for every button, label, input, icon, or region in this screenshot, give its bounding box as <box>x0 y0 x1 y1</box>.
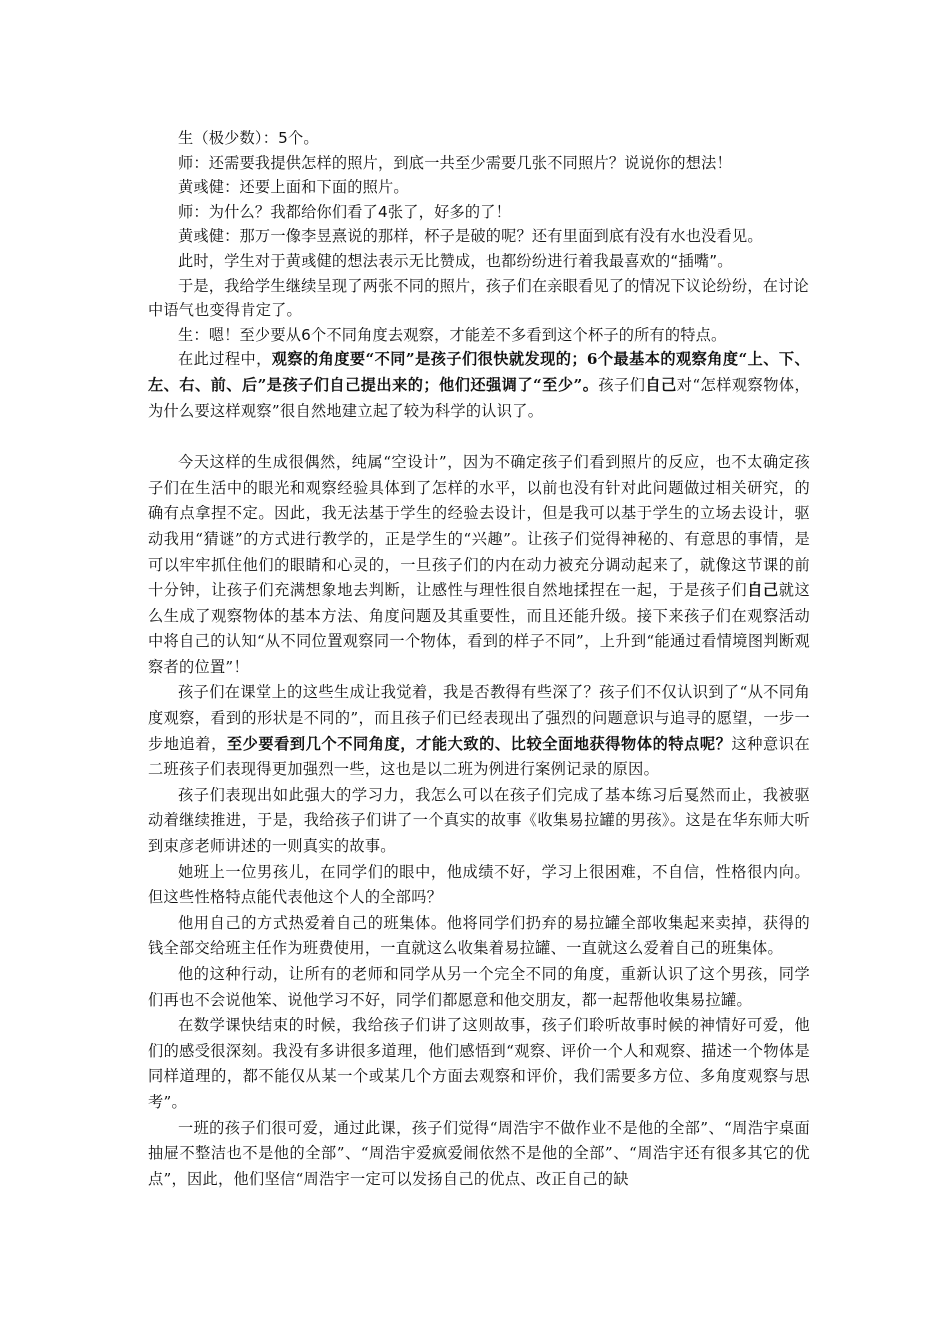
document-page <box>148 126 810 1192</box>
reflection-paragraph-1 <box>148 450 810 680</box>
reflection-paragraph-4: 她班上一位男孩儿，在同学们的眼中，他成绩不好，学习上很困难，不自信，性格很内向。但这些性格特点能代表他这个人的全部吗？ <box>148 862 810 907</box>
dialogue-line-student-six-angles: 生：嗯！至少要从6个不同角度去观察，才能差不多看到这个杯子的所有的特点。 <box>178 325 727 344</box>
reflection-1-text-c: 就这么生成了观察物体的基本方法、角度问题及其重要性，而且还能升级。接下来孩子们在观察活动中将自己的认知“从不同位置观察同一个物体，看到的样子不同”，上升到“能通过看情境图判断观察者的位置”！ <box>148 581 810 676</box>
summary-text-1: 在此过程中， <box>178 350 272 369</box>
dialogue-line-huang-answer: 黄彧健：还要上面和下面的照片。 <box>178 178 409 197</box>
reflection-paragraph-7: 在数学课快结束的时候，我给孩子们讲了这则故事，孩子们聆听故事时候的神情好可爱，他们的感受很深刻。我没有多讲很多道理，他们感悟到“观察、评价一个人和观察、描述一个物体是同样道理的，都不能仅从某一个或某几个方面去观察和评价，我们需要多方位、多角度观察与思考”。 <box>148 1016 810 1111</box>
dialogue-line-student-count: 生（极少数）：5个。 <box>178 129 319 147</box>
reflection-1-text-a: 今天这样的生成很偶然，纯属“空设计”，因为不确定孩子们看到照片的反应，也不太确定孩子们在生活中的眼光和观察经验具体到了怎样的水平，以前也没有针对此问题做过相关研究，的确有点拿捏不定。因此，我无法基于学生的经验去设计，但是我可以基于学生的立场去设计，驱动我用“猜谜”的方式进行教学的，正是学生的“兴趣”。让孩子们觉得神秘的、有意思的事情，是可以牢牢抓住他们的眼睛和心灵的，一旦孩子们的内在动力被充分调动起来了，就像这节课的前十分钟，让孩子们充满想象地去判断，让感性与理性很自然地揉捏在一起，于是孩子们 <box>148 453 810 600</box>
reflection-paragraph-2 <box>148 680 810 782</box>
reflection-2-text-a: 孩子们在课堂上的这些生成让我觉着，我是否教得有些深了？孩子们不仅认识到了“从不同角度观察，看到的形状是不同的”，而且孩子们已经表现出了强烈的问题意识与追寻的愿望，一步一步地追着， <box>148 683 810 753</box>
reflection-paragraph-5: 他用自己的方式热爱着自己的班集体。他将同学们扔弃的易拉罐全部收集起来卖掉，获得的钱全部交给班主任作为班费使用，一直就这么收集着易拉罐、一直就这么爱着自己的班集体。 <box>148 913 810 958</box>
summary-text-3: 对“怎样观察物体，为什么要这样观察”很自然地建立起了较为科学的认识了。 <box>148 375 811 420</box>
dialogue-line-teacher-why: 师：为什么？我都给你们看了4张了，好多的了！ <box>178 202 512 221</box>
summary-paragraph <box>148 347 810 424</box>
reflection-2-text-c: 这种意识在二班孩子们表现得更加强烈一些，这也是以二班为例进行案例记录的原因。 <box>148 734 810 779</box>
dialogue-line-huang-reason: 黄彧健：那万一像李昱熹说的那样，杯子是破的呢？还有里面到底有没有水也没看见。 <box>178 227 763 246</box>
reflection-paragraph-6: 他的这种行动，让所有的老师和同学从另一个完全不同的角度，重新认识了这个男孩，同学们再也不会说他笨、说他学习不好，同学们都愿意和他交朋友，都一起帮他收集易拉罐。 <box>148 965 810 1009</box>
reflection-1-bold: 自己 <box>747 581 779 600</box>
summary-bold-1: 观察的角度要“不同”是孩子们很快就发现的；6个最基本的观察角度“上、下、左、右、前、后”是孩子们自己提出来的；他们还强调了“至少”。 <box>148 350 810 394</box>
narration-two-photos: 于是，我给学生继续呈现了两张不同的照片，孩子们在亲眼看见了的情况下议论纷纷，在讨论中语气也变得肯定了。 <box>148 276 809 320</box>
summary-text-2: 孩子们 <box>598 375 646 394</box>
dialogue-line-teacher-question: 师：还需要我提供怎样的照片，到底一共至少需要几张不同照片？说说你的想法！ <box>178 153 732 172</box>
section-gap <box>148 424 810 450</box>
reflection-paragraph-3: 孩子们表现出如此强大的学习力，我怎么可以在孩子们完成了基本练习后戛然而止，我被驱动着继续推进，于是，我给孩子们讲了一个真实的故事《收集易拉罐的男孩》。这是在华东师大听到束彦老师讲述的一则真实的故事。 <box>148 785 810 856</box>
narration-agreement: 此时，学生对于黄彧健的想法表示无比赞成，也都纷纷进行着我最喜欢的“插嘴”。 <box>178 251 733 270</box>
reflection-2-bold: 至少要看到几个不同角度，才能大致的、比较全面地获得物体的特点呢？ <box>226 734 732 753</box>
reflection-paragraph-8: 一班的孩子们很可爱，通过此课，孩子们觉得“周浩宇不做作业不是他的全部”、“周浩宇桌面抽屉不整洁也不是他的全部”、“周浩宇爱疯爱闹依然不是他的全部”、“周浩宇还有很多其它的优点”，因此，他们坚信“周浩宇一定可以发扬自己的优点、改正自己的缺 <box>148 1118 810 1188</box>
summary-bold-2: 自己 <box>645 375 677 394</box>
